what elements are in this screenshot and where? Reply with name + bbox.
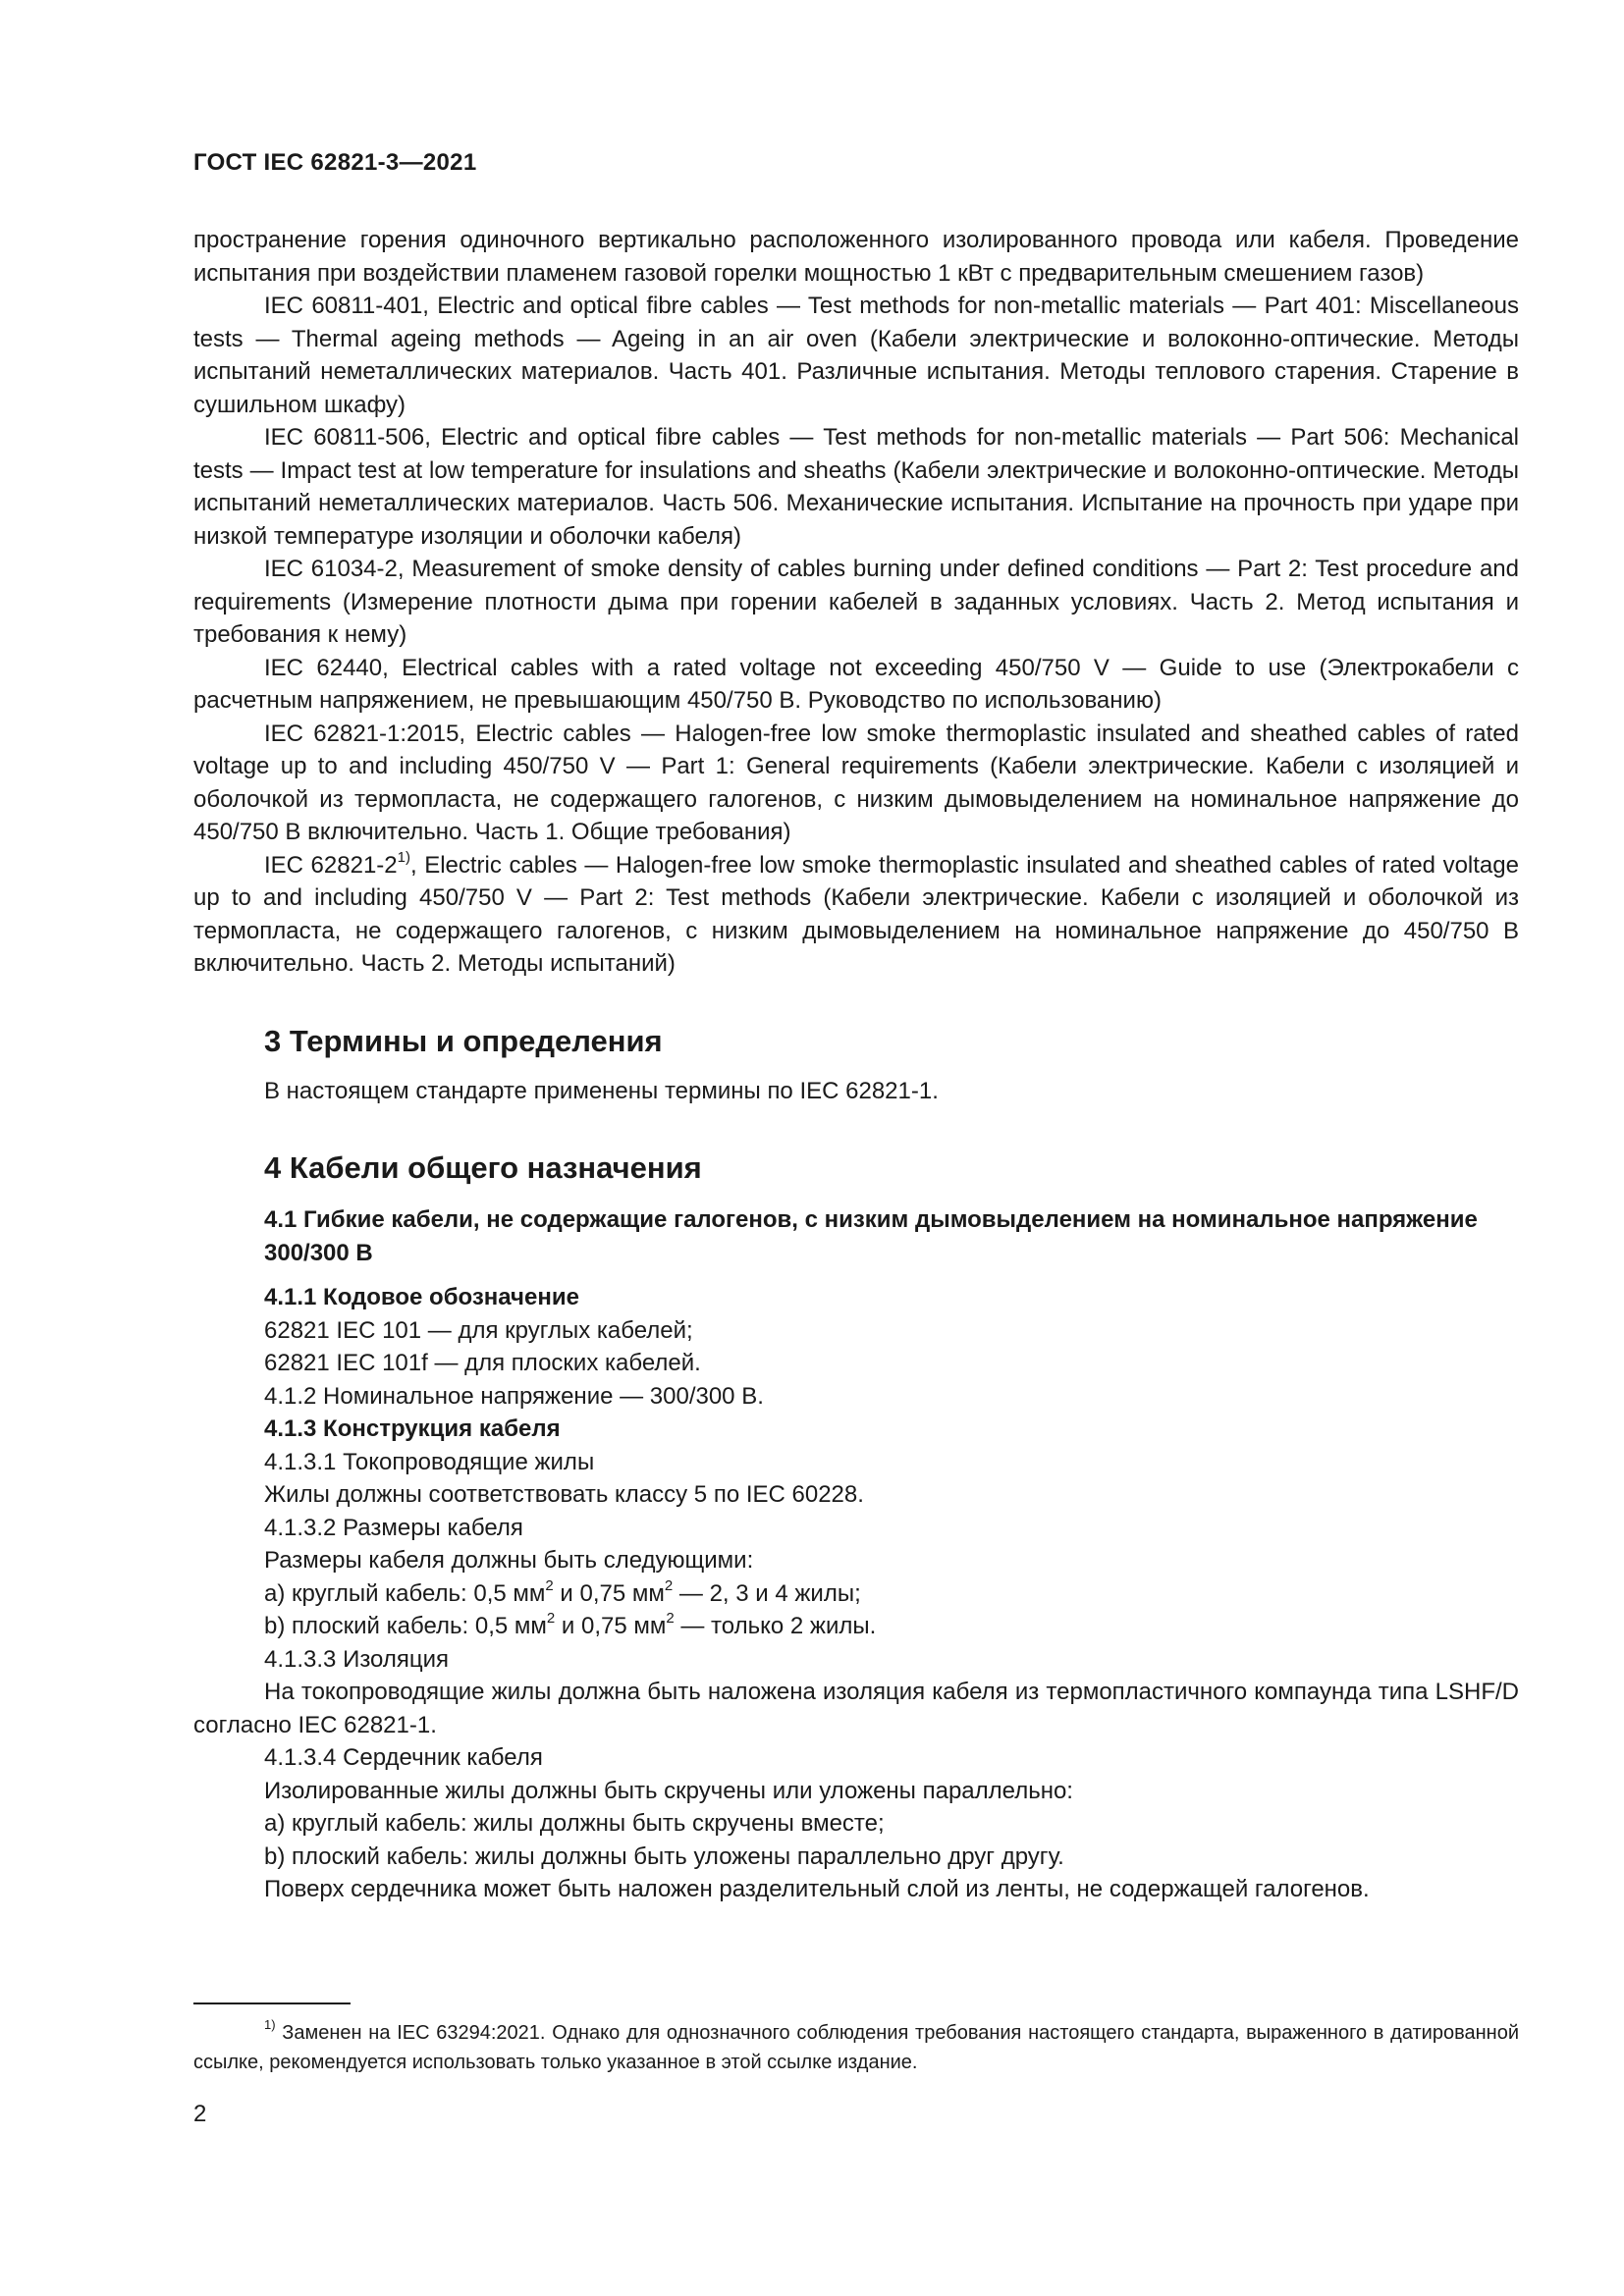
clause-4-1-2: 4.1.2 Номинальное напряжение — 300/300 В. [264,1382,764,1410]
subsection-4-1-title: 4.1 Гибкие кабели, не содержащие галогенов, с низким дымовыделением на номинальное напряжение 300/300 В [264,1206,1478,1266]
core-separator-note: Поверх сердечника может быть наложен разделительный слой из ленты, не содержащей галогенов. [264,1876,1370,1902]
dimension-item-a: a) круглый кабель: 0,5 $мм^2$ и 0,75 $мм^2$ — 2, 3 и 4 жилы; [264,1576,861,1607]
footnote-mark: 1) [264,2017,276,2033]
page-body [193,224,1519,1906]
running-header: ГОСТ IEC 62821-3—2021 [193,149,477,176]
ref-start: IEC 62821-2 [264,851,398,879]
core-item-b: b) плоский кабель: жилы должны быть уложены параллельно друг другу. [264,1842,1064,1870]
clause-4-1-3-1: 4.1.3.1 Токопроводящие жилы [264,1448,595,1475]
footnote-divider [193,2002,351,2004]
clause-4-1-3-3: 4.1.3.3 Изоляция [264,1645,450,1673]
reference-iec-62440: IEC 62440, Electrical cables with a rated voltage not exceeding 450/750 V — Guide to use (Электрокабели с расчетным напряжением, не превышающим 450/750 В. Руководство по использованию) [193,654,1519,714]
footnote [193,2018,1519,2077]
clause-4-1-3-4: 4.1.3.4 Сердечник кабеля [264,1744,543,1771]
section-3-title: 3 Термины и определения [264,1023,663,1058]
page-number: 2 [193,2101,207,2127]
clause-4-1-3-2: 4.1.3.2 Размеры кабеля [264,1514,523,1541]
core-item-a: a) круглый кабель: жилы должны быть скручены вместе; [264,1810,885,1837]
clause-4-1-3-1-text: Жилы должны соответствовать классу 5 по IEC 60228. [264,1481,864,1508]
reference-iec-62821-1: IEC 62821-1:2015, Electric cables — Halogen-free low smoke thermoplastic insulated and sheathed cables of rated voltage up to and including 450/750 V — Part 1: General requirements (Кабели электрические. Кабели с изоляцией и оболочкой из термопласта, не содержащего галогенов, с низким дымовыделением на номинальное напряжение до 450/750 В включительно. Часть 1. Общие требования) [193,720,1519,845]
reference-iec-62821-2 [193,849,1519,981]
clause-4-1-1: 4.1.1 Кодовое обозначение [264,1284,579,1310]
footnote-ref: 1) [397,848,410,866]
clause-4-1-3-2-text: Размеры кабеля должны быть следующими: [264,1547,754,1574]
ref-rest: , Electric cables — Halogen-free low smoke thermoplastic insulated and sheathed cables of rated voltage up to and including 450/750 V — Part 2: Test methods (Кабели электрические. Кабели с изоляцией и оболочкой из термопласта, не содержащего галогенов, с низким дымовыделением на номинальное напряжение до 450/750 В включительно. Часть 2. Методы испытаний) [193,851,1519,977]
code-flat: 62821 IEC 101f — для плоских кабелей. [264,1350,701,1376]
clause-4-1-3-4-text: Изолированные жилы должны быть скручены или уложены параллельно: [264,1777,1073,1804]
code-round: 62821 IEC 101 — для круглых кабелей; [264,1316,693,1344]
reference-iec-60811-401: IEC 60811-401, Electric and optical fibre cables — Test methods for non-metallic materials — Part 401: Miscellaneous tests — Thermal ageing methods — Ageing in an air oven (Кабели электрические и волоконно-оптические. Методы испытаний неметаллических материалов. Часть 401. Различные испытания. Методы теплового старения. Старение в сушильном шкафу) [193,293,1519,418]
continued-paragraph: пространение горения одиночного вертикально расположенного изолированного провода или кабеля. Проведение испытания при воздействии пламенем газовой горелки мощностью 1 кВт с предварительным смешением газов) [193,227,1519,287]
reference-iec-60811-506: IEC 60811-506, Electric and optical fibre cables — Test methods for non-metallic materials — Part 506: Mechanical tests — Impact test at low temperature for insulations and sheaths (Кабели электрические и волоконно-оптические. Методы испытаний неметаллических материалов. Часть 506. Механические испытания. Испытание на прочность при ударе при низкой температуре изоляции и оболочки кабеля) [193,424,1519,550]
section-3-text: В настоящем стандарте применены термины по IEC 62821-1. [264,1077,939,1104]
clause-4-1-3-3-text: На токопроводящие жилы должна быть наложена изоляция кабеля из термопластичного компаунда типа LSHF/D согласно IEC 62821-1. [193,1679,1519,1738]
section-4-title: 4 Кабели общего назначения [264,1150,702,1185]
dimension-item-b: b) плоский кабель: 0,5 $мм^2$ и 0,75 $мм^2$ — только 2 жилы. [264,1610,877,1639]
reference-iec-61034-2: IEC 61034-2, Measurement of smoke density of cables burning under defined conditions — Part 2: Test procedure and requirements (Измерение плотности дыма при горении кабелей в заданных условиях. Часть 2. Метод испытания и требования к нему) [193,556,1519,648]
footnote-text: Заменен на IEC 63294:2021. Однако для однозначного соблюдения требования настоящего стандарта, выраженного в датированной ссылке, рекомендуется использовать только указанное в этой ссылке издание. [193,2022,1519,2073]
clause-4-1-3: 4.1.3 Конструкция кабеля [264,1415,561,1442]
